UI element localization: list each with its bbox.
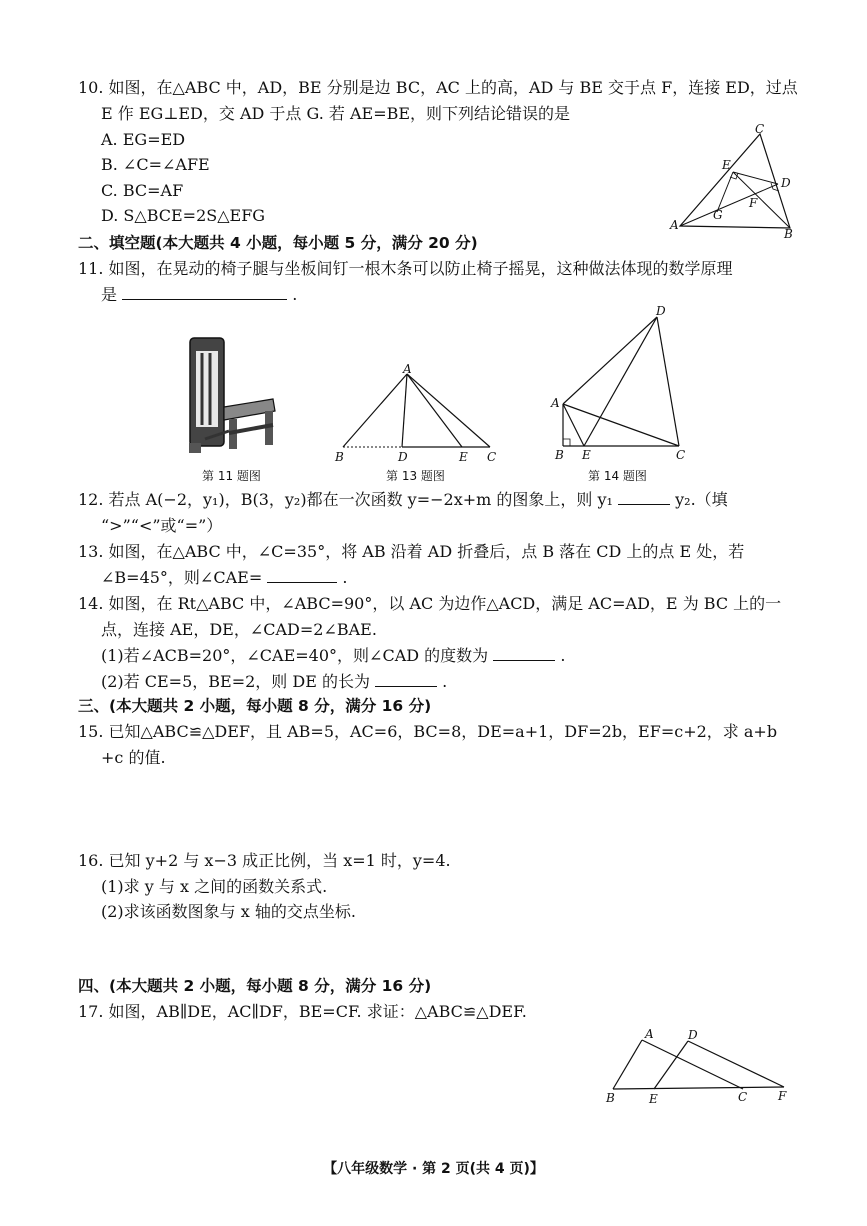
q10-option-d: D. S△BCE=2S△EFG bbox=[101, 206, 266, 225]
q11-end: . bbox=[292, 285, 298, 304]
fig13-label-a: A bbox=[403, 362, 412, 376]
fig11-caption: 第 11 题图 bbox=[202, 469, 261, 483]
q15-line2: +c 的值. bbox=[101, 748, 166, 767]
q17-figure bbox=[600, 1022, 800, 1112]
section2-title: 二、填空题(本大题共 4 小题，每小题 5 分，满分 20 分) bbox=[78, 234, 478, 252]
fig17-label-a: A bbox=[645, 1027, 654, 1041]
q17-line1: 17. 如图，AB∥DE，AC∥DF，BE=CF. 求证：△ABC≌△DEF. bbox=[78, 1002, 527, 1021]
q11-line1: 11. 如图，在晃动的椅子腿与坐板间钉一根木条可以防止椅子摇晃，这种做法体现的数学原理 bbox=[78, 259, 733, 278]
fig13-label-e: E bbox=[459, 450, 468, 464]
fig17-label-d: D bbox=[688, 1028, 698, 1042]
q14-sub1-blank bbox=[493, 646, 555, 661]
q11-answer-blank bbox=[122, 285, 287, 300]
q13-line1: 13. 如图，在△ABC 中，∠C=35°，将 AB 沿着 AD 折叠后，点 B 落在 CD 上的点 E 处，若 bbox=[78, 542, 745, 561]
q14-line2: 点，连接 AE，DE，∠CAD=2∠BAE. bbox=[101, 620, 377, 639]
fig10-label-a: A bbox=[670, 218, 679, 232]
q12-line1 bbox=[78, 490, 728, 510]
fig13-label-d: D bbox=[398, 450, 408, 464]
q14-sub2-blank bbox=[375, 672, 437, 687]
q10-option-c: C. BC=AF bbox=[101, 181, 184, 200]
q12-answer-blank bbox=[618, 490, 670, 505]
q16-sub1: (1)求 y 与 x 之间的函数关系式. bbox=[101, 877, 328, 896]
q11-prefix: 是 bbox=[101, 285, 118, 304]
fig13-label-b: B bbox=[335, 450, 344, 464]
q14-sub2-end: . bbox=[442, 672, 448, 691]
q16-sub2: (2)求该函数图象与 x 轴的交点坐标. bbox=[101, 902, 356, 921]
page-footer: 【八年级数学 · 第 2 页(共 4 页)】 bbox=[323, 1161, 544, 1177]
q14-sub1-text: (1)若∠ACB=20°，∠CAE=40°，则∠CAD 的度数为 bbox=[101, 646, 489, 665]
fig10-label-c: C bbox=[755, 122, 765, 136]
q10-figure bbox=[670, 122, 800, 241]
fig14-label-d: D bbox=[656, 304, 666, 318]
q16-line1: 16. 已知 y+2 与 x−3 成正比例，当 x=1 时，y=4. bbox=[78, 851, 451, 870]
q10-option-a: A. EG=ED bbox=[101, 130, 186, 149]
fig13-label-c: C bbox=[487, 450, 497, 464]
q14-sub2-text: (2)若 CE=5，BE=2，则 DE 的长为 bbox=[101, 672, 370, 691]
q12-line2: “>”“<”或“=”） bbox=[101, 516, 223, 535]
q10-option-b: B. ∠C=∠AFE bbox=[101, 155, 210, 174]
section4-title: 四、(本大题共 2 小题，每小题 8 分，满分 16 分) bbox=[78, 977, 432, 995]
fig13-caption: 第 13 题图 bbox=[386, 469, 445, 483]
q15-line1: 15. 已知△ABC≌△DEF，且 AB=5，AC=6，BC=8，DE=a+1，DF=2b，EF=c+2，求 a+b bbox=[78, 722, 778, 741]
q14-sub1-end: . bbox=[560, 646, 566, 665]
fig10-label-d: D bbox=[781, 176, 791, 190]
fig17-label-b: B bbox=[606, 1091, 615, 1105]
q13-line2 bbox=[101, 568, 348, 588]
fig11-chair bbox=[185, 335, 285, 465]
fig14-label-a: A bbox=[551, 396, 560, 410]
q14-line1: 14. 如图，在 Rt△ABC 中，∠ABC=90°，以 AC 为边作△ACD，满足 AC=AD，E 为 BC 上的一 bbox=[78, 594, 782, 613]
q14-sub1 bbox=[101, 646, 565, 666]
fig14-caption: 第 14 题图 bbox=[588, 469, 647, 483]
fig14-label-b: B bbox=[555, 448, 564, 462]
fig17-label-c: C bbox=[738, 1090, 748, 1104]
q14-sub2 bbox=[101, 672, 447, 692]
fig17-label-e: E bbox=[649, 1092, 658, 1106]
q10-line1: 10. 如图，在△ABC 中，AD，BE 分别是边 BC，AC 上的高，AD 与 BE 交于点 F，连接 ED，过点 bbox=[78, 78, 798, 97]
fig10-label-f: F bbox=[749, 196, 758, 210]
fig14-figure bbox=[548, 305, 698, 465]
q13-answer-blank bbox=[267, 568, 337, 583]
fig10-label-b: B bbox=[784, 227, 793, 241]
q11-line2 bbox=[101, 285, 297, 305]
fig10-label-g: G bbox=[713, 208, 723, 222]
fig10-label-e: E bbox=[722, 158, 731, 172]
fig13-figure bbox=[335, 362, 505, 465]
q12-line1-start: 12. 若点 A(−2，y₁)，B(3，y₂)都在一次函数 y=−2x+m 的图象上，则 y₁ bbox=[78, 490, 613, 509]
q13-prefix: ∠B=45°，则∠CAE= bbox=[101, 568, 263, 587]
fig14-label-c: C bbox=[676, 448, 686, 462]
q13-end: . bbox=[342, 568, 348, 587]
fig14-label-e: E bbox=[582, 448, 591, 462]
q10-line2: E 作 EG⊥ED，交 AD 于点 G. 若 AE=BE，则下列结论错误的是 bbox=[101, 104, 571, 123]
section3-title: 三、(本大题共 2 小题，每小题 8 分，满分 16 分) bbox=[78, 697, 432, 715]
q12-line1-end: y₂.（填 bbox=[675, 490, 728, 509]
fig17-label-f: F bbox=[778, 1089, 787, 1103]
